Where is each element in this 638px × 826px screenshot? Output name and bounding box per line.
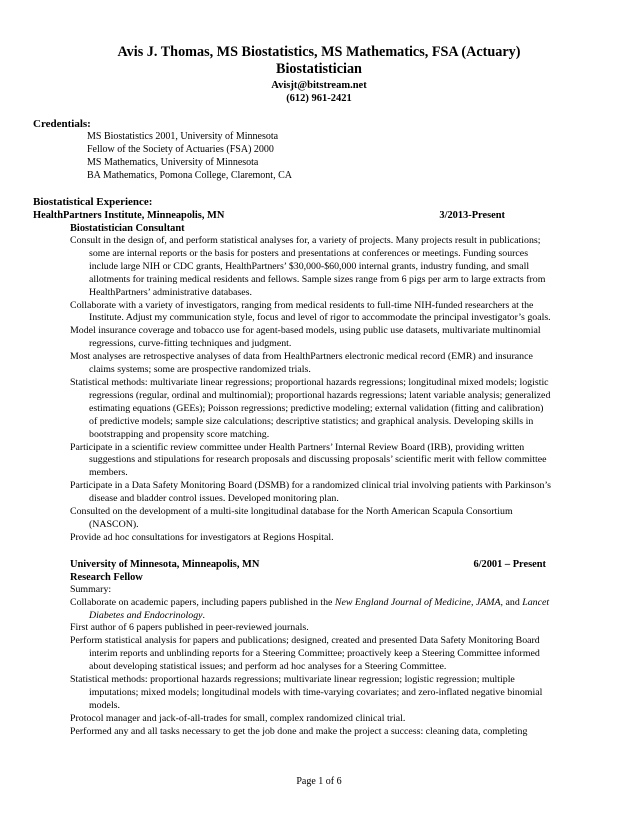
list-item: Protocol manager and jack-of-all-trades for small, complex randomized clinical trial. (70, 712, 406, 724)
list-item: Statistical methods: proportional hazards regressions; multivariate linear regression; logistic regression; multiple imputations; mixed models; longitudinal models with time-varying covariates; and zero-inflated negative binomial models. (70, 674, 543, 711)
name-line: Avis J. Thomas, MS Biostatistics, MS Mathematics, FSA (Actuary) (117, 44, 521, 60)
list-item: Provide ad hoc consultations for investigators at Regions Hospital. (70, 531, 334, 543)
page-number: Page 1 of 6 (296, 776, 342, 787)
list-item: Consulted on the development of a multi-site longitudinal database for the North American Scapula Consortium (NASCON). (70, 506, 513, 530)
job1-bullets (0, 235, 554, 545)
journal-name: Lancet Diabetes and Endocrinology (89, 596, 550, 621)
list-item: Performed any and all tasks necessary to get the job done and make the project a success: cleaning data, completing (70, 725, 528, 737)
credential-item: BA Mathematics, Pomona College, Claremont, CA (87, 169, 292, 181)
list-item: Statistical methods: multivariate linear regressions; proportional hazards regressions; longitudinal mixed models; logistic regressions (regular, ordinal and multinomial); proportional hazards regressions; latent variable analysis; generalized estimating equations (GEEs); Poisson regressions; predictive modeling; external validation (fitting and calibration) of predictive models; sample size calculations; descriptive statistics; and graphical analysis. Developing skills in bootstrapping and propensity score matching. (70, 376, 551, 440)
email: Avisjt@bitstream.net (271, 80, 367, 91)
credentials-section (0, 118, 638, 183)
position-title: Biostatistician Consultant (70, 223, 185, 234)
list-item: Perform statistical analysis for papers and publications; designed, created and presented Data Safety Monitoring Board interim reports and unblinding reports for a Steering Committee; proactively keep a Steering Committee informed about developing statistical issues; and perform ad hoc analyses for a Steering Committee. (70, 635, 540, 673)
list-item: Participate in a scientific review committee under Health Partners’ Internal Review Board (IRB), providing written suggestions and stipulations for research proposals and discussing proposals’ scientific merit with fellow committee members. (70, 441, 547, 479)
credentials-heading: Credentials: (33, 118, 91, 130)
list-item: Most analyses are retrospective analyses of data from HealthPartners electronic medical record (EMR) and insurance claims systems; some are prospective randomized trials. (70, 351, 533, 376)
list-item: Collaborate with a variety of investigators, ranging from medical residents to full-time NIH-funded researchers at the Institute. Adjust my communication style, focus and level of rigor to accommodate the principal investigator’s goals. (70, 299, 551, 324)
position-title: Research Fellow (70, 571, 143, 583)
list-item: Collaborate on academic papers, including papers published in the New England Journal of Medicine, JAMA, and Lancet Diabetes and Endocrinology. (70, 596, 550, 621)
credential-item: MS Biostatistics 2001, University of Minnesota (87, 131, 279, 142)
job-title: Biostatistician (276, 61, 362, 77)
list-item: Participate in a Data Safety Monitoring Board (DSMB) for a randomized clinical trial involving patients with Parkinson’s disease and bladder control issues. Developed monitoring plan. (70, 480, 552, 505)
job-dates: 3/2013-Present (439, 210, 505, 221)
job2-bullets (0, 597, 554, 739)
list-item: Model insurance coverage and tobacco use for agent-based models, using public use datasets, multivariate multinomial regressions, curve-fitting techniques and judgment. (70, 325, 541, 350)
list-item: Consult in the design of, and perform statistical analyses for, a variety of projects. Many projects result in publications; some are internal reports or the basis for posters and presentations at conferences or meetings. Funding sources include large NIH or CDC grants, HealthPartners’ $30,000-$60,000 internal grants, industry funding, and small allotments for training medical residents and fellows. Sample sizes range from 6 pigs per arm to large extracts from HealthPartners’ administrative databases. (70, 235, 546, 298)
employer: University of Minnesota, Minneapolis, MN (70, 558, 260, 570)
employer: HealthPartners Institute, Minneapolis, MN (33, 210, 225, 221)
experience-section (0, 196, 638, 739)
credential-item: MS Mathematics, University of Minnesota (87, 156, 259, 168)
credential-item: Fellow of the Society of Actuaries (FSA) 2000 (87, 143, 274, 155)
summary-label: Summary: (70, 583, 112, 595)
experience-heading: Biostatistical Experience: (33, 196, 153, 208)
header (0, 44, 638, 105)
list-item: First author of 6 papers published in peer-reviewed journals. (70, 622, 309, 634)
job-dates: 6/2001 – Present (473, 558, 546, 570)
job-header (70, 558, 546, 571)
job-header (33, 209, 505, 222)
phone: (612) 961-2421 (286, 93, 352, 104)
journal-names: New England Journal of Medicine, JAMA, (334, 596, 504, 608)
